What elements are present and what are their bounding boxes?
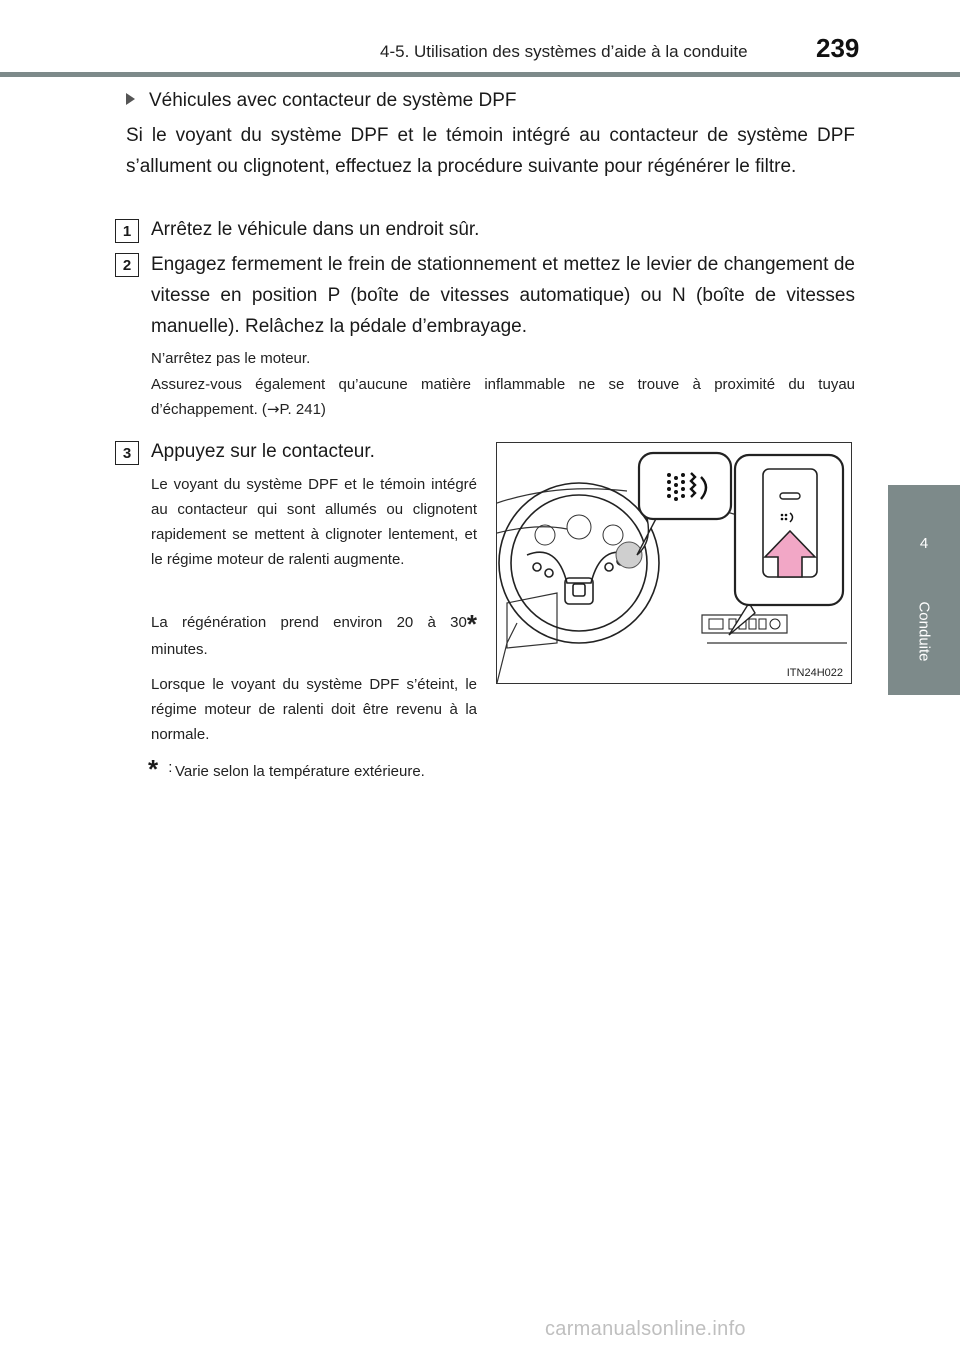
footnote-colon: : (168, 759, 173, 776)
step-3-note-3: Lorsque le voyant du système DPF s’éteint, le régime moteur de ralenti doit être revenu à la normale. (151, 676, 477, 743)
footnote (148, 755, 172, 782)
figure-code: ITN24H022 (786, 667, 843, 679)
step-3-note-2-text: La régénération prend environ 20 à 30 (151, 614, 467, 631)
chapter-number: 4 (919, 535, 929, 552)
step-3-note-2-suffix: minutes. (151, 641, 208, 658)
section-heading-text: Véhicules avec contacteur de système DPF (149, 90, 517, 111)
step-1-text: Arrêtez le véhicule dans un endroit sûr. (151, 219, 480, 240)
page-reference-link[interactable]: P. 241) (279, 401, 326, 418)
step-3-text: Appuyez sur le contacteur. (151, 441, 375, 462)
triangle-bullet-icon (126, 93, 135, 105)
step-2-note-1: N’arrêtez pas le moteur. (151, 350, 311, 367)
step-2-note-2-text: Assurez-vous également qu’aucune matière inflammable ne se trouve à proximité du tuyau d’échappement. ( (151, 376, 855, 418)
chapter-label (906, 581, 942, 681)
dpf-indicator-highlight (616, 542, 642, 568)
step-3-note-1: Le voyant du système DPF et le témoin intégré au contacteur qui sont allumés ou clignotent rapidement se mettent à clignoter lentement, et le régime moteur de ralenti augmente. (151, 476, 477, 568)
dashboard-drawing (497, 443, 851, 683)
step-1-badge: 1 (115, 219, 139, 243)
step-3-note-2 (151, 610, 477, 662)
watermark: carmanualsonline.info (545, 1318, 746, 1340)
section-heading (126, 90, 517, 112)
step-2-text: Engagez fermement le frein de stationnement et mettez le levier de changement de vitesse en position P (boîte de vitesses automatique) ou N (boîte de vitesses manuelle). Relâchez la pédale d’embrayage. (151, 254, 855, 337)
chapter-label-text: Conduite (915, 600, 933, 662)
step-2-note-2 (151, 372, 855, 422)
step-2-badge: 2 (115, 253, 139, 277)
chapter-side-tab[interactable] (888, 485, 960, 695)
dashboard-illustration (496, 442, 852, 684)
step-3-badge: 3 (115, 441, 139, 465)
header-rule (0, 72, 960, 77)
right-arrow-icon: → (266, 400, 280, 418)
intro-paragraph: Si le voyant du système DPF et le témoin intégré au contacteur de système DPF s’allument ou clignotent, effectuez la procédure suivante pour régénérer le filtre. (126, 125, 855, 177)
header-title: 4-5. Utilisation des systèmes d’aide à la conduite (380, 42, 748, 61)
asterisk-icon: * (466, 609, 477, 639)
footnote-text: Varie selon la température extérieure. (175, 763, 425, 780)
dpf-warning-light-callout (639, 453, 731, 519)
switch-indicator-icon (780, 493, 800, 499)
footnote-asterisk-icon: * (148, 754, 159, 784)
page-number: 239 (816, 33, 860, 63)
